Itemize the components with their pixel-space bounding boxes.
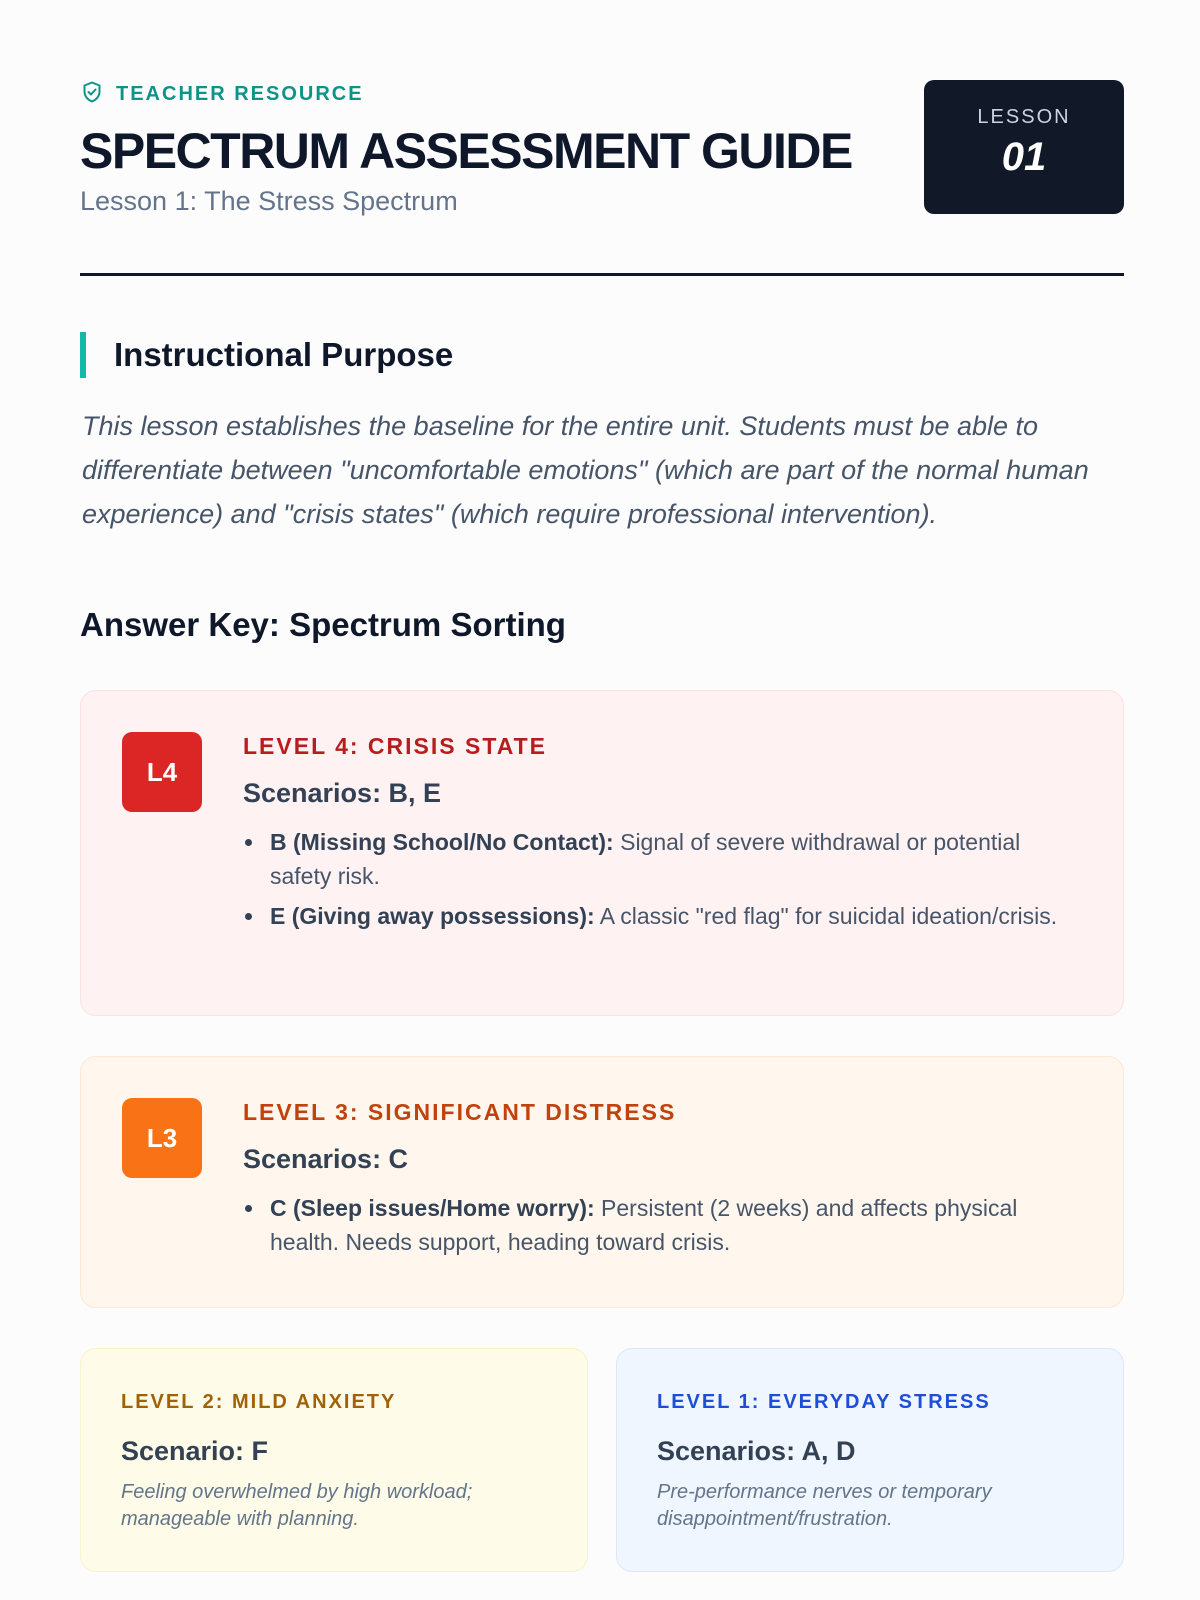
level-1-scenarios: Scenarios: A, D bbox=[657, 1436, 856, 1466]
level-4-badge: L4 bbox=[122, 732, 202, 812]
list-item bbox=[243, 899, 1083, 933]
item-text: Persistent (2 weeks) and affects physical health. Needs support, heading toward crisis. bbox=[270, 1195, 1018, 1255]
lesson-badge bbox=[924, 80, 1124, 214]
item-term: C (Sleep issues/Home worry): bbox=[270, 1195, 595, 1221]
level-1-description: Pre-performance nerves or temporary disappointment/frustration. bbox=[657, 1481, 992, 1530]
level-4-body bbox=[243, 733, 1083, 939]
guide-page bbox=[80, 0, 1124, 1530]
item-text: Signal of severe withdrawal or potential safety risk. bbox=[270, 829, 1021, 889]
level-3-badge: L3 bbox=[122, 1098, 202, 1178]
eyebrow bbox=[80, 80, 364, 109]
purpose-text: This lesson establishes the baseline for the entire unit. Students must be able to differentiate between "uncomfortable emotions" (which are part of the normal human experience) and "crisis states" (which require professional intervention). bbox=[82, 411, 1089, 529]
lesson-label: LESSON bbox=[977, 106, 1071, 128]
purpose-title: Instructional Purpose bbox=[114, 336, 454, 373]
purpose-heading bbox=[80, 332, 453, 378]
level-4-scenarios: Scenarios: B, E bbox=[243, 778, 442, 808]
lesson-number: 01 bbox=[1001, 135, 1047, 179]
level-3-scenarios: Scenarios: C bbox=[243, 1144, 409, 1174]
level-1-label: LEVEL 1: EVERYDAY STRESS bbox=[657, 1391, 991, 1413]
level-4-items bbox=[243, 825, 1083, 933]
page-subtitle: Lesson 1: The Stress Spectrum bbox=[80, 186, 458, 216]
item-text: A classic "red flag" for suicidal ideation/crisis. bbox=[594, 903, 1058, 929]
level-2-label: LEVEL 2: MILD ANXIETY bbox=[121, 1391, 397, 1413]
page-title: SPECTRUM ASSESSMENT GUIDE bbox=[80, 123, 852, 179]
header bbox=[80, 0, 1124, 276]
item-term: B (Missing School/No Contact): bbox=[270, 829, 614, 855]
shield-check-icon bbox=[80, 80, 104, 109]
list-item bbox=[243, 825, 1083, 893]
level-1-card bbox=[616, 1348, 1124, 1572]
eyebrow-label: TEACHER RESOURCE bbox=[116, 83, 364, 105]
level-2-card bbox=[80, 1348, 588, 1572]
answer-key-title: Answer Key: Spectrum Sorting bbox=[80, 606, 566, 643]
level-3-body bbox=[243, 1099, 1083, 1265]
level-2-description: Feeling overwhelmed by high workload; manageable with planning. bbox=[121, 1481, 473, 1530]
level-4-label: LEVEL 4: CRISIS STATE bbox=[243, 733, 547, 759]
item-term: E (Giving away possessions): bbox=[270, 903, 595, 929]
level-2-scenarios: Scenario: F bbox=[121, 1436, 269, 1466]
level-3-items bbox=[243, 1191, 1083, 1259]
level-3-card bbox=[80, 1056, 1124, 1308]
level-4-card bbox=[80, 690, 1124, 1016]
list-item bbox=[243, 1191, 1083, 1259]
level-3-label: LEVEL 3: SIGNIFICANT DISTRESS bbox=[243, 1099, 677, 1125]
